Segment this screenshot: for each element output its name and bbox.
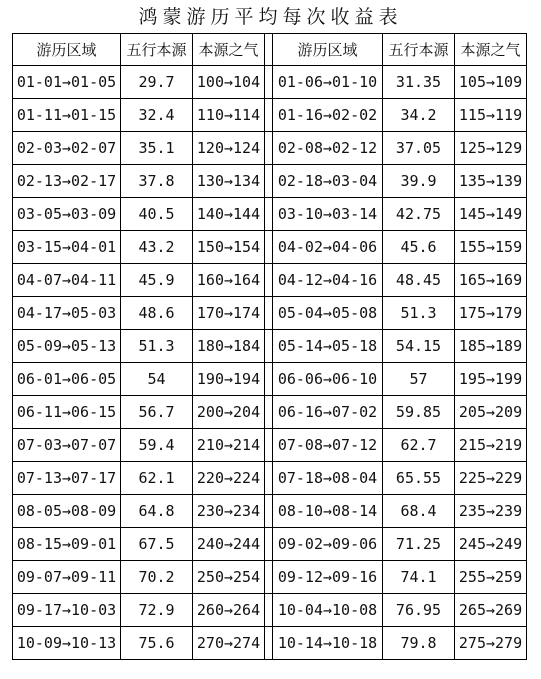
qi-cell-right: 235→239: [455, 495, 527, 528]
element-cell-left: 40.5: [121, 198, 193, 231]
range-cell-right: 09-02→09-06: [273, 528, 383, 561]
range-cell-left: 04-07→04-11: [13, 264, 121, 297]
range-cell-left: 08-15→09-01: [13, 528, 121, 561]
element-cell-right: 37.05: [383, 132, 455, 165]
column-gap: [265, 462, 273, 495]
header-element-right: 五行本源: [383, 34, 455, 66]
qi-cell-left: 100→104: [193, 66, 265, 99]
element-cell-left: 75.6: [121, 627, 193, 660]
range-cell-right: 02-18→03-04: [273, 165, 383, 198]
element-cell-right: 62.7: [383, 429, 455, 462]
qi-cell-right: 175→179: [455, 297, 527, 330]
element-cell-left: 48.6: [121, 297, 193, 330]
table-row: [13, 297, 527, 330]
table-row: [13, 528, 527, 561]
element-cell-left: 72.9: [121, 594, 193, 627]
column-gap: [265, 231, 273, 264]
column-gap: [265, 429, 273, 462]
column-gap: [265, 132, 273, 165]
element-cell-left: 35.1: [121, 132, 193, 165]
qi-cell-left: 140→144: [193, 198, 265, 231]
column-gap: [265, 165, 273, 198]
column-gap: [265, 99, 273, 132]
qi-cell-right: 265→269: [455, 594, 527, 627]
range-cell-right: 06-16→07-02: [273, 396, 383, 429]
qi-cell-right: 255→259: [455, 561, 527, 594]
table-row: [13, 99, 527, 132]
column-gap: [265, 495, 273, 528]
range-cell-right: 05-14→05-18: [273, 330, 383, 363]
column-gap: [265, 627, 273, 660]
qi-cell-right: 195→199: [455, 363, 527, 396]
column-gap: [265, 363, 273, 396]
table-title: 鸿蒙游历平均每次收益表: [138, 6, 403, 28]
qi-cell-right: 135→139: [455, 165, 527, 198]
header-region-right: 游历区域: [273, 34, 383, 66]
element-cell-left: 62.1: [121, 462, 193, 495]
element-cell-left: 67.5: [121, 528, 193, 561]
range-cell-right: 07-18→08-04: [273, 462, 383, 495]
element-cell-left: 54: [121, 363, 193, 396]
range-cell-right: 01-06→01-10: [273, 66, 383, 99]
qi-cell-right: 155→159: [455, 231, 527, 264]
qi-cell-left: 260→264: [193, 594, 265, 627]
qi-cell-right: 185→189: [455, 330, 527, 363]
column-gap: [265, 594, 273, 627]
table-row: [13, 264, 527, 297]
range-cell-right: 04-12→04-16: [273, 264, 383, 297]
header-region-left: 游历区域: [13, 34, 121, 66]
qi-cell-right: 205→209: [455, 396, 527, 429]
element-cell-right: 57: [383, 363, 455, 396]
qi-cell-left: 120→124: [193, 132, 265, 165]
element-cell-right: 68.4: [383, 495, 455, 528]
range-cell-right: 06-06→06-10: [273, 363, 383, 396]
qi-cell-left: 230→234: [193, 495, 265, 528]
column-gap: [265, 561, 273, 594]
range-cell-left: 01-01→01-05: [13, 66, 121, 99]
range-cell-left: 03-05→03-09: [13, 198, 121, 231]
element-cell-left: 45.9: [121, 264, 193, 297]
column-gap: [265, 330, 273, 363]
column-gap: [265, 528, 273, 561]
element-cell-right: 31.35: [383, 66, 455, 99]
table-row: [13, 396, 527, 429]
range-cell-right: 07-08→07-12: [273, 429, 383, 462]
qi-cell-right: 105→109: [455, 66, 527, 99]
range-cell-left: 09-07→09-11: [13, 561, 121, 594]
qi-cell-left: 220→224: [193, 462, 265, 495]
income-table: [12, 33, 527, 660]
range-cell-left: 02-13→02-17: [13, 165, 121, 198]
element-cell-left: 51.3: [121, 330, 193, 363]
range-cell-right: 08-10→08-14: [273, 495, 383, 528]
element-cell-right: 54.15: [383, 330, 455, 363]
range-cell-right: 02-08→02-12: [273, 132, 383, 165]
range-cell-left: 09-17→10-03: [13, 594, 121, 627]
range-cell-left: 01-11→01-15: [13, 99, 121, 132]
qi-cell-left: 200→204: [193, 396, 265, 429]
element-cell-left: 32.4: [121, 99, 193, 132]
column-gap: [265, 297, 273, 330]
qi-cell-right: 215→219: [455, 429, 527, 462]
range-cell-right: 09-12→09-16: [273, 561, 383, 594]
element-cell-left: 56.7: [121, 396, 193, 429]
element-cell-left: 29.7: [121, 66, 193, 99]
qi-cell-left: 130→134: [193, 165, 265, 198]
table-row: [13, 594, 527, 627]
element-cell-right: 74.1: [383, 561, 455, 594]
column-gap: [265, 34, 273, 66]
range-cell-right: 03-10→03-14: [273, 198, 383, 231]
element-cell-right: 79.8: [383, 627, 455, 660]
table-row: [13, 330, 527, 363]
element-cell-right: 65.55: [383, 462, 455, 495]
qi-cell-left: 190→194: [193, 363, 265, 396]
element-cell-left: 64.8: [121, 495, 193, 528]
range-cell-left: 07-03→07-07: [13, 429, 121, 462]
table-row: [13, 495, 527, 528]
qi-cell-right: 275→279: [455, 627, 527, 660]
range-cell-right: 10-04→10-08: [273, 594, 383, 627]
column-gap: [265, 198, 273, 231]
table-row: [13, 132, 527, 165]
table-row: [13, 462, 527, 495]
table-row: [13, 66, 527, 99]
element-cell-right: 39.9: [383, 165, 455, 198]
element-cell-left: 37.8: [121, 165, 193, 198]
qi-cell-left: 210→214: [193, 429, 265, 462]
element-cell-right: 51.3: [383, 297, 455, 330]
element-cell-right: 42.75: [383, 198, 455, 231]
qi-cell-left: 180→184: [193, 330, 265, 363]
range-cell-left: 04-17→05-03: [13, 297, 121, 330]
header-element-left: 五行本源: [121, 34, 193, 66]
header-row: [13, 34, 527, 66]
element-cell-right: 34.2: [383, 99, 455, 132]
element-cell-left: 59.4: [121, 429, 193, 462]
element-cell-right: 48.45: [383, 264, 455, 297]
element-cell-right: 59.85: [383, 396, 455, 429]
table-row: [13, 627, 527, 660]
header-qi-right: 本源之气: [455, 34, 527, 66]
element-cell-right: 76.95: [383, 594, 455, 627]
range-cell-left: 07-13→07-17: [13, 462, 121, 495]
qi-cell-right: 225→229: [455, 462, 527, 495]
qi-cell-right: 245→249: [455, 528, 527, 561]
range-cell-right: 05-04→05-08: [273, 297, 383, 330]
qi-cell-left: 250→254: [193, 561, 265, 594]
table-row: [13, 429, 527, 462]
range-cell-left: 06-01→06-05: [13, 363, 121, 396]
table-row: [13, 198, 527, 231]
range-cell-left: 08-05→08-09: [13, 495, 121, 528]
element-cell-right: 45.6: [383, 231, 455, 264]
qi-cell-left: 170→174: [193, 297, 265, 330]
column-gap: [265, 66, 273, 99]
range-cell-right: 04-02→04-06: [273, 231, 383, 264]
range-cell-left: 06-11→06-15: [13, 396, 121, 429]
table-row: [13, 363, 527, 396]
qi-cell-right: 165→169: [455, 264, 527, 297]
header-qi-left: 本源之气: [193, 34, 265, 66]
table-row: [13, 165, 527, 198]
qi-cell-left: 240→244: [193, 528, 265, 561]
qi-cell-left: 110→114: [193, 99, 265, 132]
qi-cell-left: 160→164: [193, 264, 265, 297]
column-gap: [265, 396, 273, 429]
qi-cell-left: 270→274: [193, 627, 265, 660]
table-row: [13, 231, 527, 264]
qi-cell-right: 145→149: [455, 198, 527, 231]
qi-cell-right: 115→119: [455, 99, 527, 132]
range-cell-right: 10-14→10-18: [273, 627, 383, 660]
range-cell-right: 01-16→02-02: [273, 99, 383, 132]
range-cell-left: 03-15→04-01: [13, 231, 121, 264]
element-cell-left: 43.2: [121, 231, 193, 264]
range-cell-left: 02-03→02-07: [13, 132, 121, 165]
table-row: [13, 561, 527, 594]
element-cell-right: 71.25: [383, 528, 455, 561]
range-cell-left: 05-09→05-13: [13, 330, 121, 363]
range-cell-left: 10-09→10-13: [13, 627, 121, 660]
element-cell-left: 70.2: [121, 561, 193, 594]
column-gap: [265, 264, 273, 297]
qi-cell-left: 150→154: [193, 231, 265, 264]
qi-cell-right: 125→129: [455, 132, 527, 165]
